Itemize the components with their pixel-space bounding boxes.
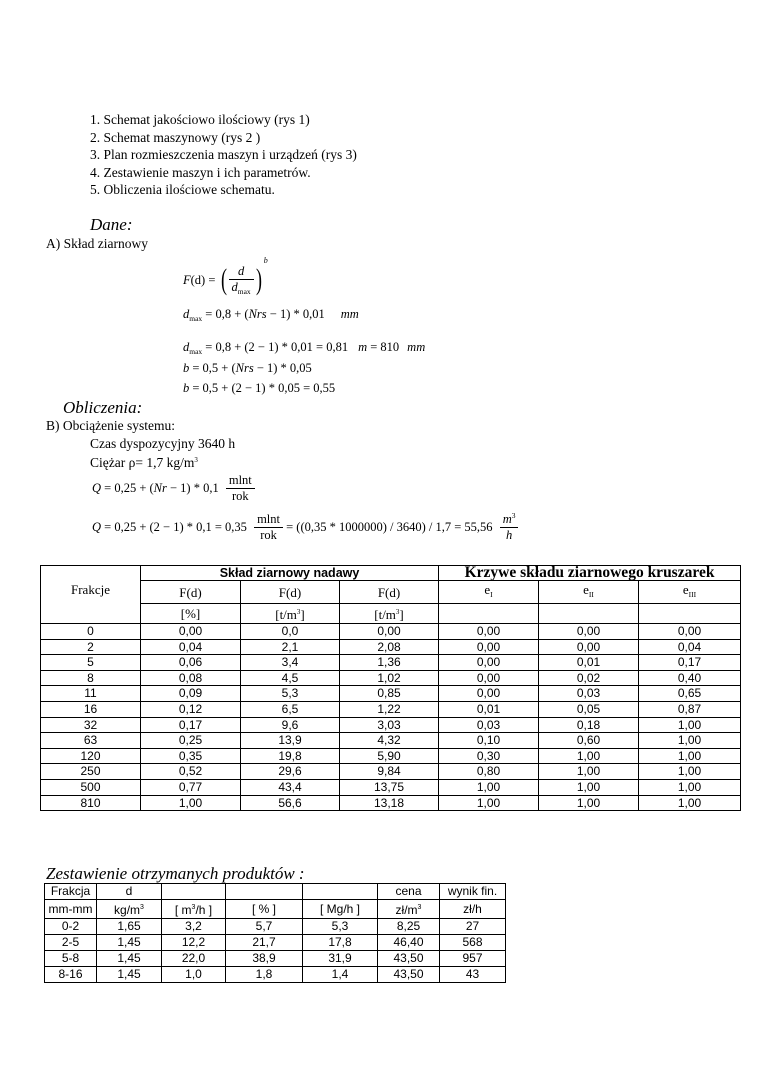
table-cell: 1,00 <box>141 795 241 811</box>
table-cell: 500 <box>41 779 141 795</box>
table-row <box>45 935 506 951</box>
products-header-cell: wynik fin. <box>440 884 506 900</box>
products-unit-result: zł/h <box>440 900 506 919</box>
unit-tm3-1 <box>241 604 340 624</box>
table-cell: 3,03 <box>340 717 439 733</box>
formula-q2-unit2-num: m <box>502 512 512 526</box>
table-cell: 0,09 <box>141 686 241 702</box>
products-unit-flow-end: /h ] <box>195 903 213 917</box>
formula-q2-unit-den: rok <box>260 527 277 542</box>
table-cell: 120 <box>41 748 141 764</box>
table-cell: 31,9 <box>303 951 378 967</box>
products-header-cell <box>226 884 303 900</box>
formula-q-unit-num: mlnt <box>226 473 255 489</box>
table-cell: 0,04 <box>639 639 741 655</box>
table-cell: 5 <box>41 655 141 671</box>
formula-b-computed <box>183 381 335 396</box>
col-header-fd-3: F(d) <box>340 581 439 604</box>
unit-percent: [%] <box>141 604 241 624</box>
table-cell: 0,02 <box>539 670 639 686</box>
products-header-cell: cena <box>378 884 440 900</box>
obliczenia-heading: Obliczenia: <box>63 398 143 417</box>
dane-heading: Dane: <box>90 215 133 234</box>
table-group-header-row <box>41 566 741 581</box>
table-cell: 9,6 <box>241 717 340 733</box>
formula-q-unit-den: rok <box>231 489 249 503</box>
formula-b-var: b <box>183 361 190 375</box>
table-cell: 43,50 <box>378 951 440 967</box>
table-cell: 0-2 <box>45 919 97 935</box>
formula-dmax-a: = 0,8 + ( <box>202 307 249 321</box>
formula-q-a: = 0,25 + ( <box>101 481 154 495</box>
table-row <box>45 919 506 935</box>
formula-q2-unit2 <box>500 511 519 543</box>
formula-b-a: = 0,5 + ( <box>189 361 236 375</box>
unit-tm3-1-end: ] <box>300 607 305 622</box>
formula-q2-unit-num: mlnt <box>254 512 283 528</box>
list-item: 1. Schemat jakościowo ilościowy (rys 1) <box>90 112 310 127</box>
table-cell: 1,00 <box>539 748 639 764</box>
table-row <box>41 733 741 749</box>
col-header-fd-1: F(d) <box>141 581 241 604</box>
formula-b-b: − 1) * 0,05 <box>253 361 312 375</box>
formula-dmax-general <box>183 307 359 323</box>
table-cell: 1,00 <box>639 779 741 795</box>
table-cell: 0,12 <box>141 701 241 717</box>
table-cell: 4,5 <box>241 670 340 686</box>
formula-q2-unit2-den: h <box>505 528 513 542</box>
formula-fd-arg: (d) = <box>190 272 216 287</box>
products-header-cell: Frakcja <box>45 884 97 900</box>
table-cell: 0,08 <box>141 670 241 686</box>
table-cell: 0,35 <box>141 748 241 764</box>
table-cell: 1,36 <box>340 655 439 671</box>
list-item: 3. Plan rozmieszczenia maszyn i urządzeń (rys 3) <box>90 147 357 163</box>
formula-dmax-sub: max <box>189 314 203 323</box>
products-table <box>44 883 506 983</box>
unit-tm3-2-end: ] <box>399 607 404 622</box>
products-unit-mgh: [ Mg/h ] <box>303 900 378 919</box>
products-unit-density <box>97 900 162 919</box>
table-cell: 11 <box>41 686 141 702</box>
grain-composition-table <box>40 565 741 811</box>
table-row <box>41 717 741 733</box>
unit-tm3-2 <box>340 604 439 624</box>
formula-b2-var: b <box>183 381 190 395</box>
table-cell: 38,9 <box>226 951 303 967</box>
formula-fd-den: d <box>231 280 238 295</box>
table-cell: 0,10 <box>439 733 539 749</box>
formula-q-var: Q <box>92 481 102 495</box>
table-cell: 1,00 <box>539 764 639 780</box>
table-cell: 1,00 <box>639 733 741 749</box>
list-item: 4. Zestawienie maszyn i ich parametrów. <box>90 164 311 180</box>
table-cell: 0,00 <box>439 686 539 702</box>
formula-b2-a: = 0,5 + (2 − 1) * 0,05 = 0,55 <box>189 381 336 395</box>
formula-fd-lhs: F <box>183 272 191 287</box>
table-cell: 16 <box>41 701 141 717</box>
table-cell: 13,75 <box>340 779 439 795</box>
table-cell: 43,4 <box>241 779 340 795</box>
table-cell: 1,65 <box>97 919 162 935</box>
col-header-e1 <box>439 581 539 604</box>
table-cell: 1,00 <box>639 748 741 764</box>
products-unit-density-text: kg/m <box>114 903 141 917</box>
formula-dmax-computed <box>183 340 425 356</box>
table-row <box>41 686 741 702</box>
col-header-e1-text: e <box>484 582 491 597</box>
table-cell: 957 <box>440 951 506 967</box>
col-header-e2 <box>539 581 639 604</box>
formula-q2-b: = ((0,35 * 1000000) / 3640) / 1,7 = 55,56 <box>286 519 493 534</box>
table-corner-cell <box>41 566 141 581</box>
formula-fd-exp: b <box>263 256 268 265</box>
table-cell: 0,85 <box>340 686 439 702</box>
table-cell: 0,00 <box>340 624 439 640</box>
table-cell: 46,40 <box>378 935 440 951</box>
table-cell: 1,00 <box>539 795 639 811</box>
empty-unit-cell <box>539 604 639 624</box>
table-cell: 0,40 <box>639 670 741 686</box>
table-cell: 4,32 <box>340 733 439 749</box>
formula-b-general <box>183 361 312 376</box>
formula-q-general <box>92 473 255 504</box>
table-row <box>45 967 506 983</box>
table-cell: 0,03 <box>539 686 639 702</box>
table-cell: 43,50 <box>378 967 440 983</box>
group-header-feed: Skład ziarnowy nadawy <box>141 566 439 581</box>
table-cell: 0,30 <box>439 748 539 764</box>
table-cell: 0,80 <box>439 764 539 780</box>
table-cell: 0,00 <box>639 624 741 640</box>
formula-q-b: − 1) * 0,1 <box>166 481 219 495</box>
table-cell: 2-5 <box>45 935 97 951</box>
table-cell: 8,25 <box>378 919 440 935</box>
table-row <box>41 701 741 717</box>
empty-unit-cell <box>639 604 741 624</box>
table-cell: 1,8 <box>226 967 303 983</box>
products-unit-price-text: zł/m <box>395 903 418 917</box>
table-row <box>41 639 741 655</box>
products-header-cell <box>303 884 378 900</box>
formula-fd-den-sub: max <box>237 287 251 297</box>
table-cell: 0,05 <box>539 701 639 717</box>
products-unit-percent: [ % ] <box>226 900 303 919</box>
table-cell: 19,8 <box>241 748 340 764</box>
table-cell: 3,2 <box>162 919 226 935</box>
formula-dmax2-unit: mm <box>407 340 426 354</box>
table-cell: 12,2 <box>162 935 226 951</box>
table-cell: 1,00 <box>439 795 539 811</box>
table-cell: 0,00 <box>439 655 539 671</box>
formula-fd: F(d) = ( $\frac{d}{d_{max}}$ )b <box>183 256 268 297</box>
table-cell: 0,65 <box>639 686 741 702</box>
table-cell: 0,52 <box>141 764 241 780</box>
table-cell: 29,6 <box>241 764 340 780</box>
section-b-label: B) Obciążenie systemu: <box>46 418 175 433</box>
table-cell: 1,02 <box>340 670 439 686</box>
table-cell: 56,6 <box>241 795 340 811</box>
formula-q-nr: Nr <box>153 481 167 495</box>
table-cell: 63 <box>41 733 141 749</box>
unit-tm3-1-sup: 3 <box>296 608 301 616</box>
table-cell: 250 <box>41 764 141 780</box>
table-cell: 21,7 <box>226 935 303 951</box>
col-header-fd-2: F(d) <box>241 581 340 604</box>
empty-unit-cell <box>439 604 539 624</box>
formula-dmax-b: − 1) * 0,01 <box>266 307 325 321</box>
table-cell: 0,03 <box>439 717 539 733</box>
table-row <box>41 624 741 640</box>
table-cell: 568 <box>440 935 506 951</box>
unit-tm3-2-text: [t/m <box>374 607 396 622</box>
table-cell: 1,00 <box>639 717 741 733</box>
formula-dmax2-var: d <box>183 340 190 354</box>
products-unit-price-sup: 3 <box>417 904 422 911</box>
table-cell: 0,04 <box>141 639 241 655</box>
products-heading: Zestawienie otrzymanych produktów : <box>46 864 305 883</box>
table-cell: 1,00 <box>639 764 741 780</box>
group-header-crushers: Krzywe składu ziarnowego kruszarek <box>439 566 741 581</box>
table-cell: 1,00 <box>639 795 741 811</box>
table-cell: 6,5 <box>241 701 340 717</box>
table-cell: 5,3 <box>241 686 340 702</box>
table-cell: 2 <box>41 639 141 655</box>
table-cell: 0,00 <box>439 639 539 655</box>
table-cell: 1,00 <box>539 779 639 795</box>
formula-dmax-unit: mm <box>340 307 359 321</box>
formula-q-unit <box>226 473 255 504</box>
col-header-frakcje: Frakcje <box>41 581 141 624</box>
table-cell: 0,25 <box>141 733 241 749</box>
table-row <box>41 670 741 686</box>
table-cell: 0,87 <box>639 701 741 717</box>
products-unit-flow <box>162 900 226 919</box>
table-row <box>41 764 741 780</box>
table-cell: 1,4 <box>303 967 378 983</box>
table-cell: 1,0 <box>162 967 226 983</box>
table-cell: 0,01 <box>439 701 539 717</box>
formula-fd-fraction <box>229 264 254 296</box>
table-cell: 5,90 <box>340 748 439 764</box>
table-cell: 5-8 <box>45 951 97 967</box>
table-cell: 810 <box>41 795 141 811</box>
table-cell: 0,00 <box>439 670 539 686</box>
czas-text: Czas dyspozycyjny 3640 h <box>90 436 236 451</box>
table-cell: 32 <box>41 717 141 733</box>
formula-dmax-nrs: Nrs <box>248 307 267 321</box>
table-cell: 27 <box>440 919 506 935</box>
formula-dmax2-a: = 0,8 + (2 − 1) * 0,01 = 0,81 <box>202 340 349 354</box>
formula-fd-num: d <box>237 264 245 279</box>
table-cell: 0,77 <box>141 779 241 795</box>
formula-q2-var: Q <box>92 519 102 534</box>
table-column-header-row <box>41 581 741 604</box>
section-a-label: A) Skład ziarnowy <box>46 236 148 251</box>
formula-dmax2-m: m <box>358 340 368 354</box>
products-unit-price <box>378 900 440 919</box>
table-cell: 2,08 <box>340 639 439 655</box>
formula-dmax-var: d <box>183 307 190 321</box>
table-cell: 0,00 <box>141 624 241 640</box>
col-header-e3-sub: III <box>688 590 697 599</box>
table-cell: 13,9 <box>241 733 340 749</box>
unit-tm3-2-sup: 3 <box>395 608 400 616</box>
table-cell: 1,45 <box>97 935 162 951</box>
table-cell: 1,45 <box>97 967 162 983</box>
table-row <box>41 748 741 764</box>
table-row <box>41 779 741 795</box>
formula-q-computed <box>92 511 518 543</box>
formula-q2-unit2-sup: 3 <box>511 511 516 520</box>
products-header-cell: d <box>97 884 162 900</box>
table-row <box>41 795 741 811</box>
products-header-row-2 <box>45 900 506 919</box>
table-cell: 0,01 <box>539 655 639 671</box>
task-list <box>90 111 357 199</box>
table-cell: 8-16 <box>45 967 97 983</box>
table-cell: 9,84 <box>340 764 439 780</box>
table-row <box>45 951 506 967</box>
col-header-e1-sub: I <box>490 590 493 599</box>
table-cell: 0,17 <box>141 717 241 733</box>
table-cell: 0,17 <box>639 655 741 671</box>
table-cell: 0 <box>41 624 141 640</box>
products-unit-flow-text: [ m <box>174 903 192 917</box>
table-cell: 0,00 <box>539 624 639 640</box>
formula-dmax2-b: = 810 <box>367 340 400 354</box>
table-cell: 8 <box>41 670 141 686</box>
table-cell: 0,60 <box>539 733 639 749</box>
products-unit-mm: mm-mm <box>45 900 97 919</box>
table-cell: 22,0 <box>162 951 226 967</box>
formula-b-nrs: Nrs <box>235 361 254 375</box>
table-cell: 0,00 <box>539 639 639 655</box>
col-header-e2-sub: II <box>588 590 594 599</box>
ciezar-sup: 3 <box>194 456 198 464</box>
table-cell: 1,22 <box>340 701 439 717</box>
formula-q2-unit <box>254 512 283 543</box>
table-cell: 43 <box>440 967 506 983</box>
table-unit-row <box>41 604 741 624</box>
list-item: 5. Obliczenia ilościowe schematu. <box>90 182 275 198</box>
products-header-cell <box>162 884 226 900</box>
table-row <box>41 655 741 671</box>
table-cell: 5,7 <box>226 919 303 935</box>
table-cell: 1,00 <box>439 779 539 795</box>
table-cell: 0,18 <box>539 717 639 733</box>
table-cell: 0,00 <box>439 624 539 640</box>
ciezar-text <box>90 455 198 471</box>
formula-dmax2-sub: max <box>189 347 203 356</box>
formula-q2-a: = 0,25 + (2 − 1) * 0,1 = 0,35 <box>101 519 247 534</box>
products-header-row-1 <box>45 884 506 900</box>
products-unit-flow-sup: 3 <box>191 904 196 911</box>
ciezar-label: Ciężar ρ= 1,7 kg/m <box>90 455 195 470</box>
table-cell: 2,1 <box>241 639 340 655</box>
unit-tm3-1-text: [t/m <box>275 607 297 622</box>
col-header-e2-text: e <box>583 582 589 597</box>
col-header-e3 <box>639 581 741 604</box>
table-cell: 5,3 <box>303 919 378 935</box>
table-cell: 1,45 <box>97 951 162 967</box>
table-cell: 17,8 <box>303 935 378 951</box>
products-unit-density-sup: 3 <box>140 904 144 911</box>
list-item: 2. Schemat maszynowy (rys 2 ) <box>90 129 261 145</box>
table-cell: 13,18 <box>340 795 439 811</box>
table-cell: 0,0 <box>241 624 340 640</box>
table-cell: 0,06 <box>141 655 241 671</box>
col-header-e3-text: e <box>682 582 689 597</box>
table-cell: 3,4 <box>241 655 340 671</box>
